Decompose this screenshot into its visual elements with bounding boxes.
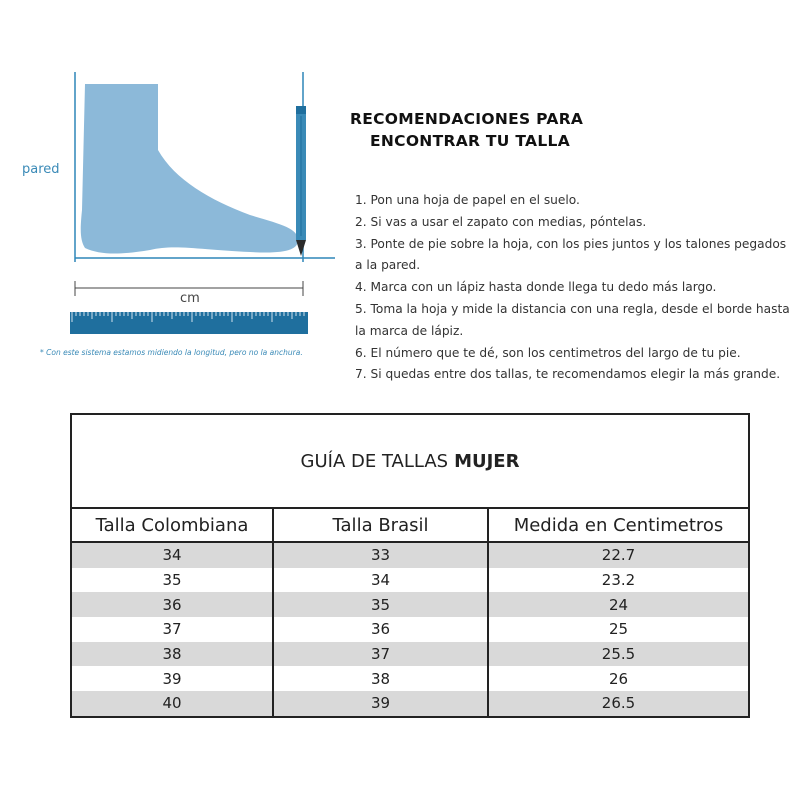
step-line: 5. Toma la hoja y mide la distancia con una regla, desde el borde hasta: [355, 301, 790, 316]
size-guide-table: [70, 413, 750, 718]
title-line-2: ENCONTRAR TU TALLA: [370, 132, 570, 150]
table-row: [72, 642, 748, 667]
cell-cm: 25: [608, 620, 629, 639]
step-line: 1. Pon una hoja de papel en el suelo.: [355, 193, 580, 207]
table-row: [72, 691, 748, 716]
cell-colombiana: 36: [72, 592, 274, 617]
table-row: [72, 666, 748, 691]
instructions-steps: [355, 190, 795, 386]
cell-brasil: 36: [274, 617, 489, 642]
cell-cm: 23.2: [601, 571, 636, 590]
table-row: [72, 568, 748, 593]
cell-colombiana: 34: [72, 543, 274, 568]
foot-icon: [81, 84, 298, 254]
header-talla-brasil: Talla Brasil: [274, 509, 489, 541]
cell-brasil: 37: [274, 642, 489, 667]
cell-brasil: 35: [274, 592, 489, 617]
step-line: 6. El número que te dé, son los centimetros del largo de tu pie.: [355, 345, 741, 360]
table-title: [72, 415, 748, 509]
table-row: [72, 543, 748, 568]
cm-label: cm: [180, 291, 200, 306]
wall-label: pared: [22, 162, 60, 177]
header-medida-cm: Medida en Centimetros: [513, 514, 724, 536]
table-row: [72, 592, 748, 617]
step-line: 3. Ponte de pie sobre la hoja, con los pies juntos y los talones pegados: [355, 236, 787, 251]
header-talla-colombiana: Talla Colombiana: [72, 509, 274, 541]
ruler-icon: [70, 312, 308, 334]
pencil-icon: [296, 106, 306, 256]
step-line: 2. Si vas a usar el zapato con medias, póntelas.: [355, 214, 647, 229]
table-row: [72, 617, 748, 642]
instructions-title: [350, 108, 650, 152]
cell-brasil: 33: [274, 543, 489, 568]
table-title-prefix: GUÍA DE TALLAS: [300, 450, 449, 472]
measurement-note: * Con este sistema estamos midiendo la longitud, pero no la anchura.: [40, 348, 303, 357]
title-line-1: RECOMENDACIONES PARA: [350, 110, 584, 128]
cell-colombiana: 35: [72, 568, 274, 593]
step-line: a la pared.: [355, 258, 421, 273]
foot-measurement-illustration: [0, 0, 340, 380]
table-header-row: [72, 509, 748, 543]
cell-colombiana: 39: [72, 666, 274, 691]
table-title-bold: MUJER: [454, 450, 520, 472]
cell-cm: 26: [608, 669, 629, 688]
cell-cm: 22.7: [601, 546, 636, 565]
cell-colombiana: 37: [72, 617, 274, 642]
cell-brasil: 34: [274, 568, 489, 593]
cell-brasil: 38: [274, 666, 489, 691]
cell-cm: 24: [608, 595, 629, 614]
cell-cm: 26.5: [601, 694, 636, 713]
step-line: la marca de lápiz.: [355, 323, 464, 338]
cell-cm: 25.5: [601, 645, 636, 664]
step-line: 7. Si quedas entre dos tallas, te recomendamos elegir la más grande.: [355, 367, 781, 382]
cell-colombiana: 38: [72, 642, 274, 667]
cell-colombiana: 40: [72, 691, 274, 716]
cell-brasil: 39: [274, 691, 489, 716]
step-line: 4. Marca con un lápiz hasta donde llega tu dedo más largo.: [355, 280, 717, 295]
